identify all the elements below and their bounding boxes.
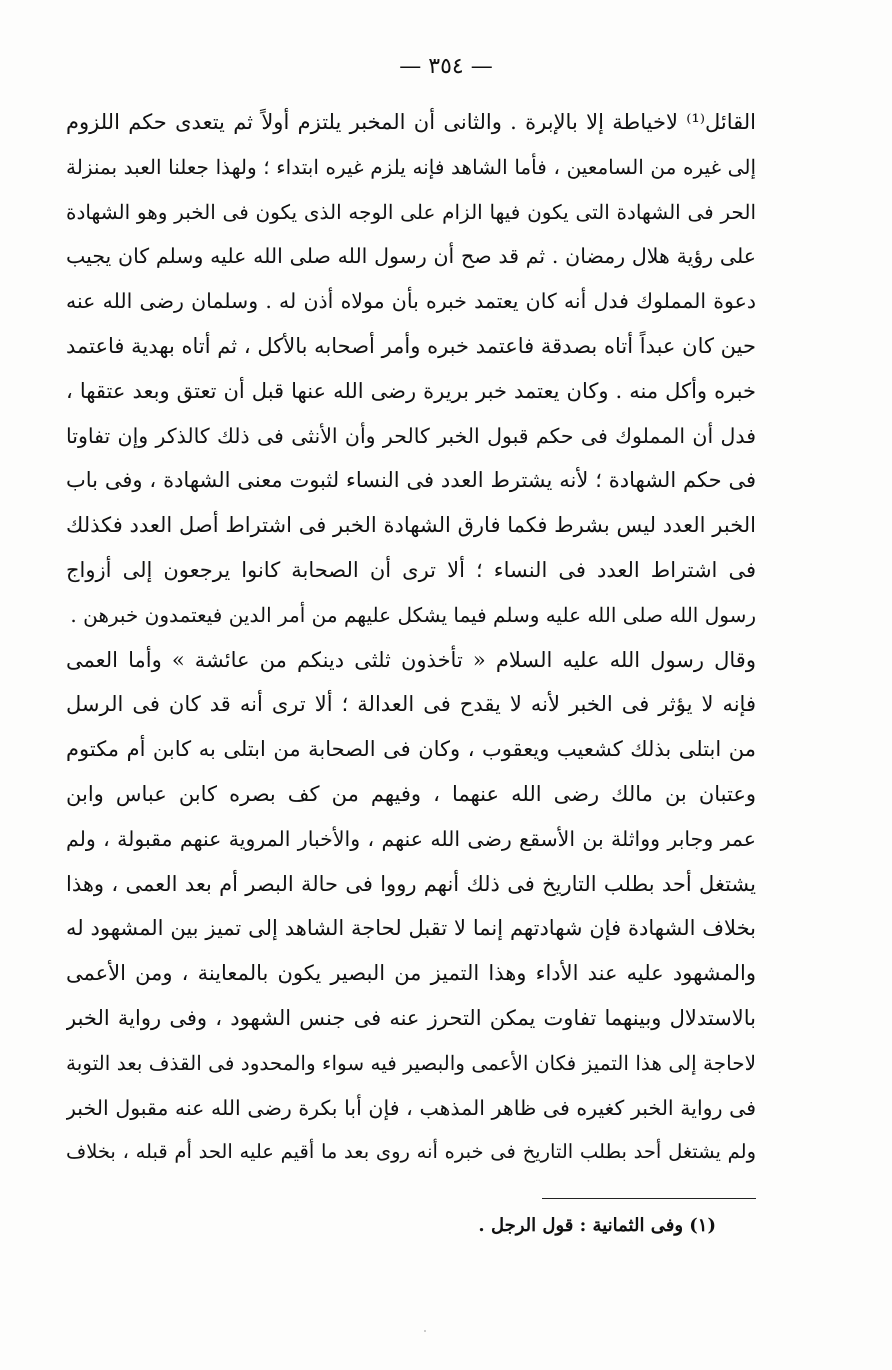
- text-line: فى رواية الخبر كغيره فى ظاهر المذهب ، فإن أبا بكرة رضى الله عنه مقبول الخبر: [66, 1095, 756, 1120]
- text-line: رسول الله صلى الله عليه وسلم فيما يشكل عليهم من أمر الدين فيعتمدون خبرهن .: [70, 602, 756, 627]
- text-line: عمر وجابر وواثلة بن الأسقع رضى الله عنهم ، والأخبار المروية عنهم مقبولة ، ولم: [66, 826, 756, 851]
- text-line: القائل⁽¹⁾ لاخياطة إلا بالإبرة . والثانى أن المخبر يلتزم أولاً ثم يتعدى حكم اللزوم: [66, 110, 756, 134]
- text-line: فى اشتراط العدد فى النساء ؛ ألا ترى أن الصحابة كانوا يرجعون إلى أزواج: [66, 557, 756, 582]
- text-line: خبره وأكل منه . وكان يعتمد خبر بريرة رضى الله عنها قبل أن تعتق وبعد عتقها ،: [66, 378, 756, 403]
- text-line: يشتغل أحد بطلب التاريخ فى ذلك أنهم رووا فى حالة البصر أم بعد العمى ، وهذا: [66, 871, 756, 896]
- text-line: فى حكم الشهادة ؛ لأنه يشترط العدد فى النساء لثبوت معنى الشهادة ، وفى باب: [66, 468, 756, 493]
- text-line: بالاستدلال وبينهما تفاوت يمكن التحرز عنه فى جنس الشهود ، وفى رواية الخبر: [66, 1005, 756, 1030]
- text-line: وقال رسول الله عليه السلام « تأخذون ثلثى دينكم من عائشة » وأما العمى: [66, 647, 756, 672]
- text-line: وعتبان بن مالك رضى الله عنهما ، وفيهم من كف بصره كابن عباس وابن: [66, 781, 756, 806]
- text-line: على رؤية هلال رمضان . ثم قد صح أن رسول الله صلى الله عليه وسلم كان يجيب: [66, 244, 756, 269]
- text-line: والمشهود عليه عند الأداء وهذا التميز من البصير يكون بالمعاينة ، ومن الأعمى: [66, 961, 756, 986]
- text-line: إلى غيره من السامعين ، فأما الشاهد فإنه يلزم غيره ابتداء ؛ ولهذا جعلنا العبد بمنزلة: [66, 154, 756, 179]
- text-line: فدل أن المملوك فى حكم قبول الخبر كالحر وأن الأنثى فى ذلك كالذكر وإن تفاوتا: [66, 423, 756, 448]
- text-line: ولم يشتغل أحد بطلب التاريخ فى خبره أنه روى بعد ما أقيم عليه الحد أم قبله ، بخلاف: [66, 1140, 756, 1164]
- text-line: دعوة المملوك فدل أنه كان يعتمد خبره بأن مولاه أذن له . وسلمان رضى الله عنه: [66, 289, 756, 314]
- scan-speck: [424, 1330, 426, 1332]
- footnote: (١) وفى الثمانية : قول الرجل .: [478, 1215, 716, 1236]
- text-line: بخلاف الشهادة فإن شهادتهم إنما لا تقبل لحاجة الشاهد إلى تميز بين المشهود له: [66, 916, 756, 941]
- text-line: الحر فى الشهادة التى يكون فيها الزام على الوجه الذى يكون فى الخبر وهو الشهادة: [66, 199, 756, 224]
- text-line: لاحاجة إلى هذا التميز فكان الأعمى والبصير فيه سواء والمحدود فى القذف بعد التوبة: [66, 1050, 756, 1075]
- footnote-divider: [542, 1198, 756, 1199]
- text-line: الخبر العدد ليس بشرط فكما فارق الشهادة الخبر فى اشتراط أصل العدد فكذلك: [66, 513, 756, 538]
- page-number: — ٣٥٤ —: [399, 54, 493, 79]
- text-line: من ابتلى بذلك كشعيب ويعقوب ، وكان فى الصحابة من ابتلى به كابن أم مكتوم: [66, 737, 756, 762]
- body-text: [66, 100, 756, 1175]
- text-line: فإنه لا يؤثر فى الخبر لأنه لا يقدح فى العدالة ؛ ألا ترى أنه قد كان فى الرسل: [66, 692, 756, 717]
- text-line: حين كان عبداً أتاه بصدقة فاعتمد خبره وأمر أصحابه بالأكل ، ثم أتاه بهدية فاعتمد: [66, 333, 756, 358]
